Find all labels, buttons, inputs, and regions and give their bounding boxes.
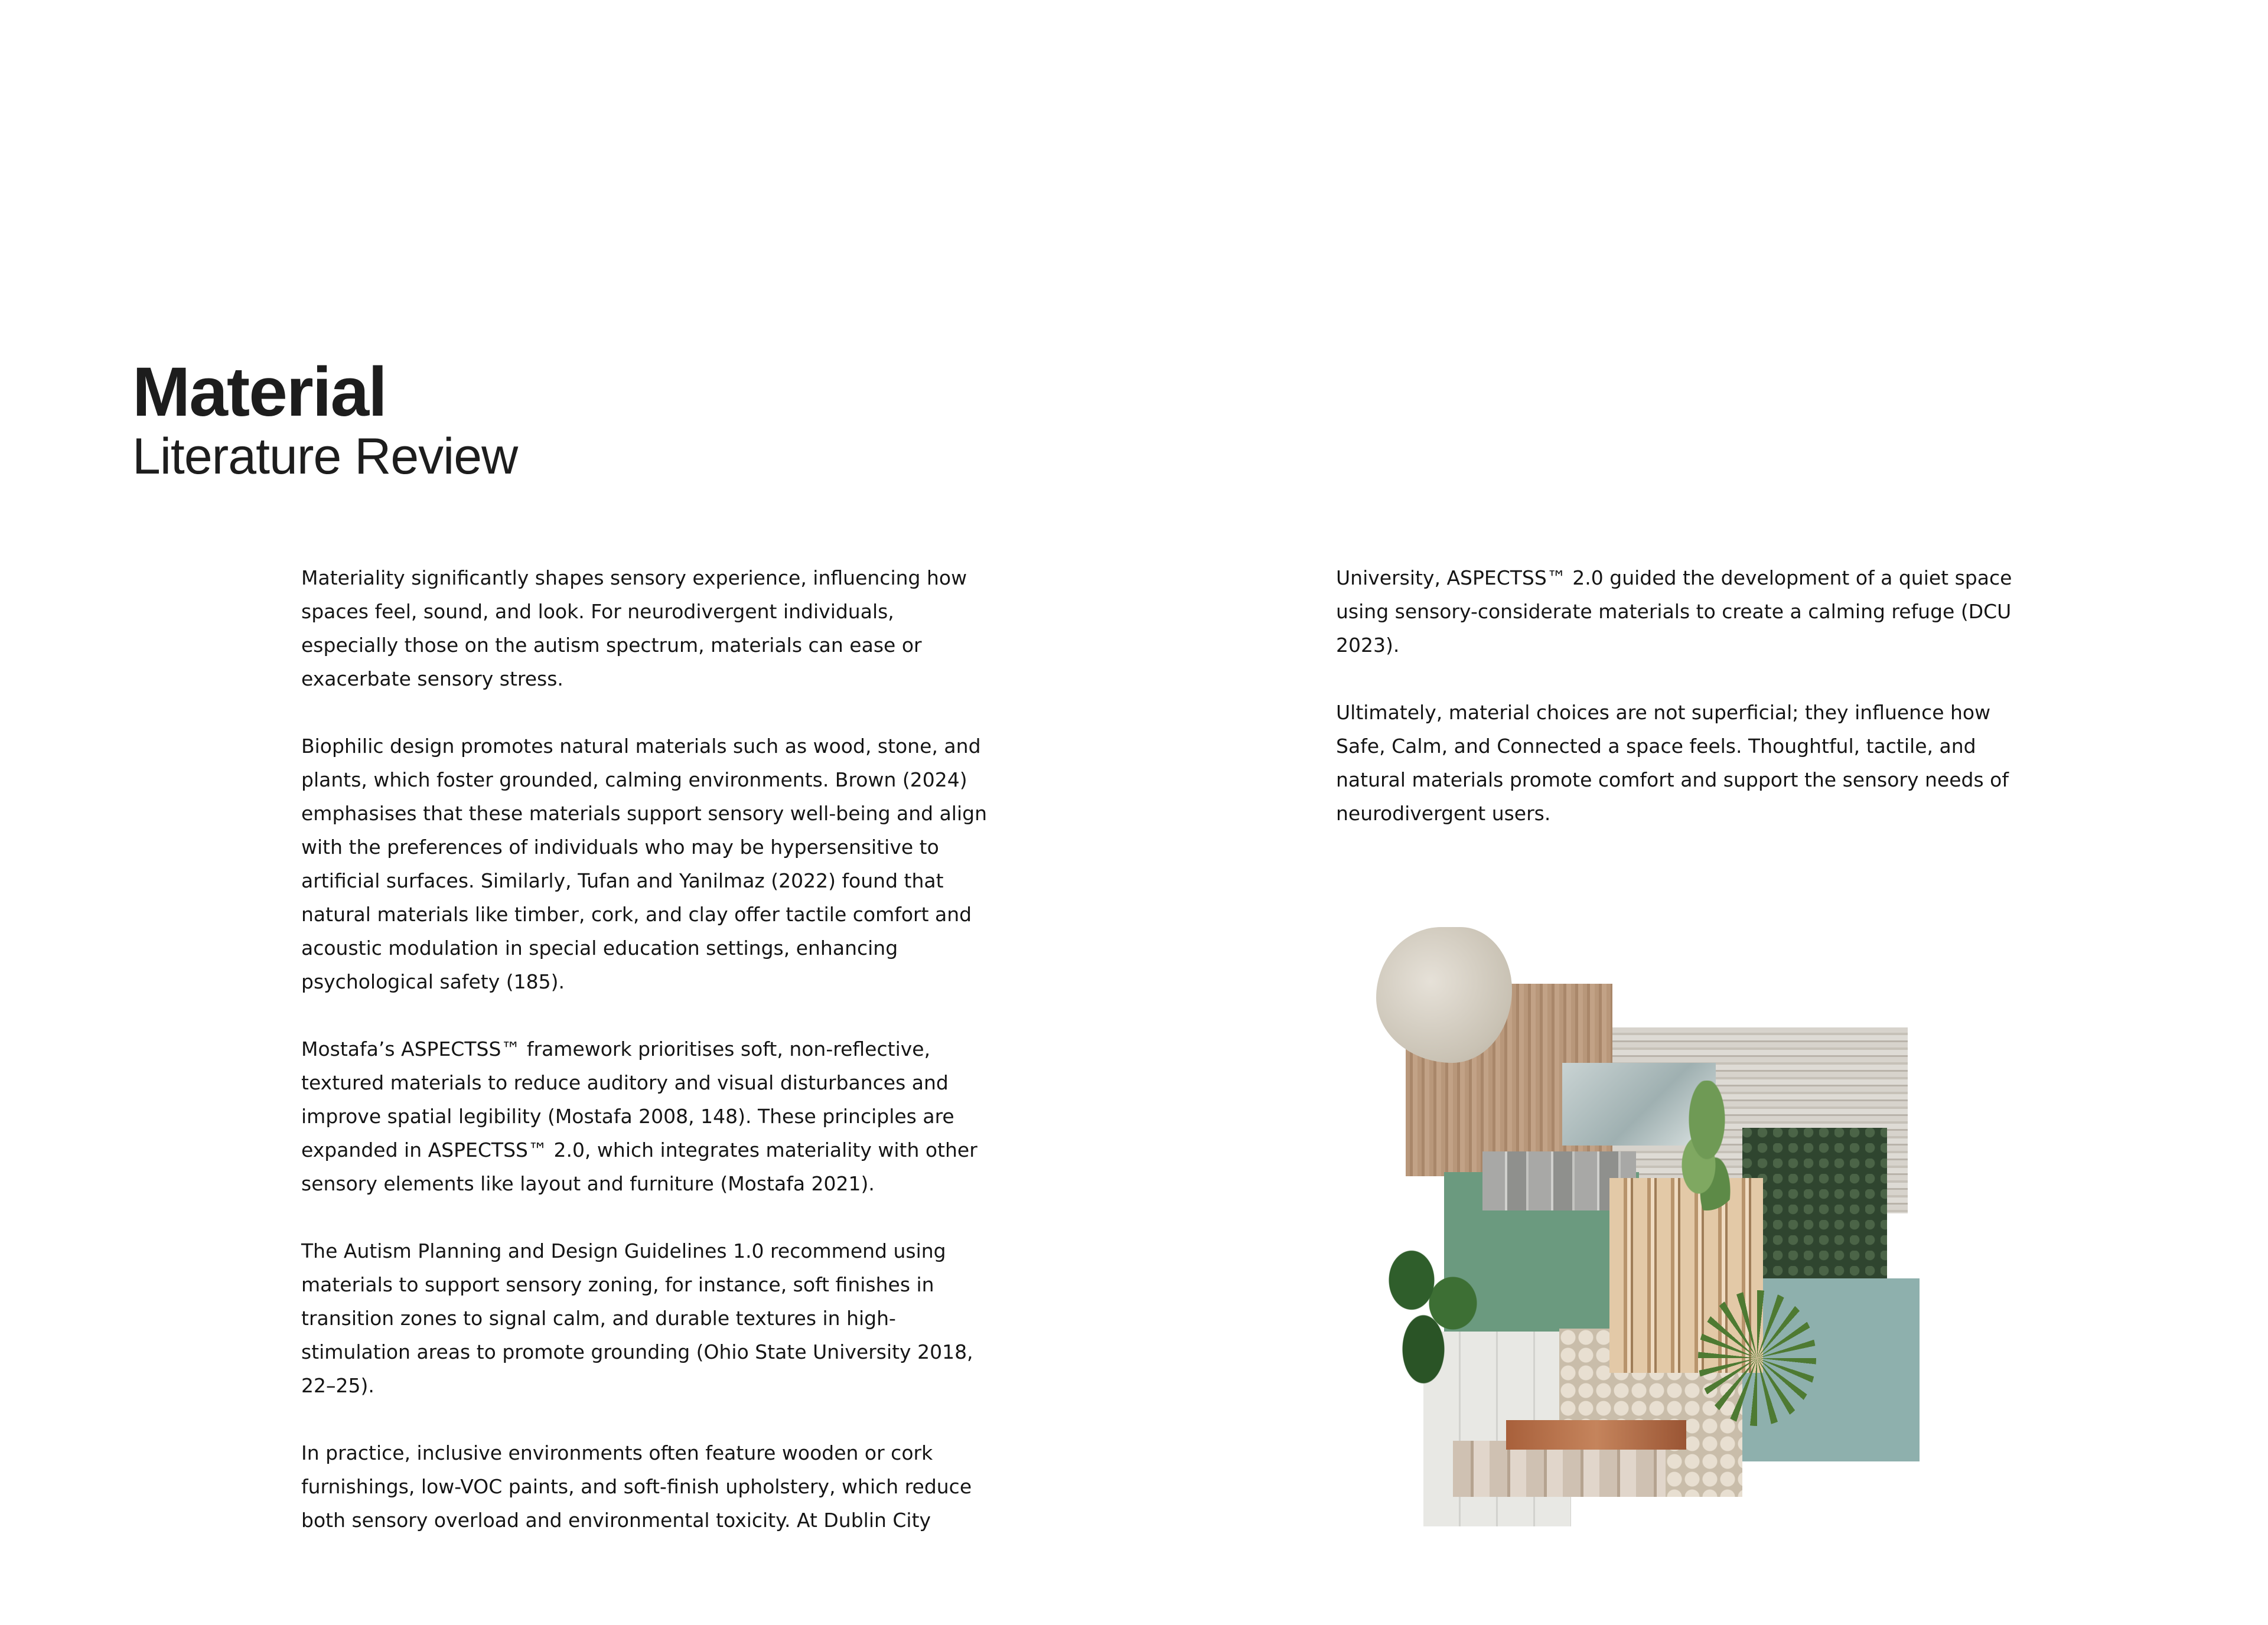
material-moodboard <box>1358 915 1920 1506</box>
paragraph: The Autism Planning and Design Guidelines 1.0 recommend using materials to support sensory zoning, for instance, soft finishes in transition zones to signal calm, and durable textures in high-stimulation areas to promote grounding (Ohio State University 2018, 22–25). <box>301 1239 973 1397</box>
right-text-column <box>1336 561 2021 830</box>
page-subtitle: Literature Review <box>132 428 518 485</box>
page-title: Material <box>132 353 386 431</box>
pothos-plant-icon <box>1376 1234 1494 1388</box>
trailing-plant-icon <box>1666 1081 1748 1210</box>
paragraph: In practice, inclusive environments often feature wooden or cork furnishings, low-VOC paints, and soft-finish upholstery, which reduce both sensory overload and environmental toxicity. At Dublin City <box>301 1441 972 1532</box>
paragraph: Mostafa’s ASPECTSS™ framework prioritises soft, non-reflective, textured materials to reduce auditory and visual disturbances and improve spatial legibility (Mostafa 2008, 148). These principles are expanded in ASPECTSS™ 2.0, which integrates materiality with other sensory elements like layout and furniture (Mostafa 2021). <box>301 1037 977 1195</box>
travertine-stone-piece <box>1376 927 1512 1063</box>
left-text-column <box>301 561 992 1537</box>
terracotta-wood-plank <box>1506 1420 1686 1450</box>
paragraph: University, ASPECTSS™ 2.0 guided the development of a quiet space using sensory-considerate materials to create a calming refuge (DCU 2023). <box>1336 566 2012 657</box>
fern-plant-icon <box>1698 1290 1816 1426</box>
paragraph: Ultimately, material choices are not superficial; they influence how Safe, Calm, and Connected a space feels. Thoughtful, tactile, and natural materials promote comfort and support the sensory needs of neurodivergent users. <box>1336 701 2009 825</box>
paragraph: Materiality significantly shapes sensory experience, influencing how spaces feel, sound, and look. For neurodivergent individuals, especially those on the autism spectrum, materials can ease or exacerbate sensory stress. <box>301 566 967 690</box>
paragraph: Biophilic design promotes natural materials such as wood, stone, and plants, which foster grounded, calming environments. Brown (2024) emphasises that these materials support sensory well-being and align with the preferences of individuals who may be hypersensitive to artificial surfaces. Similarly, Tufan and Yanilmaz (2022) found that natural materials like timber, cork, and clay offer tactile comfort and acoustic modulation in special education settings, enhancing psychological safety (185). <box>301 735 988 993</box>
